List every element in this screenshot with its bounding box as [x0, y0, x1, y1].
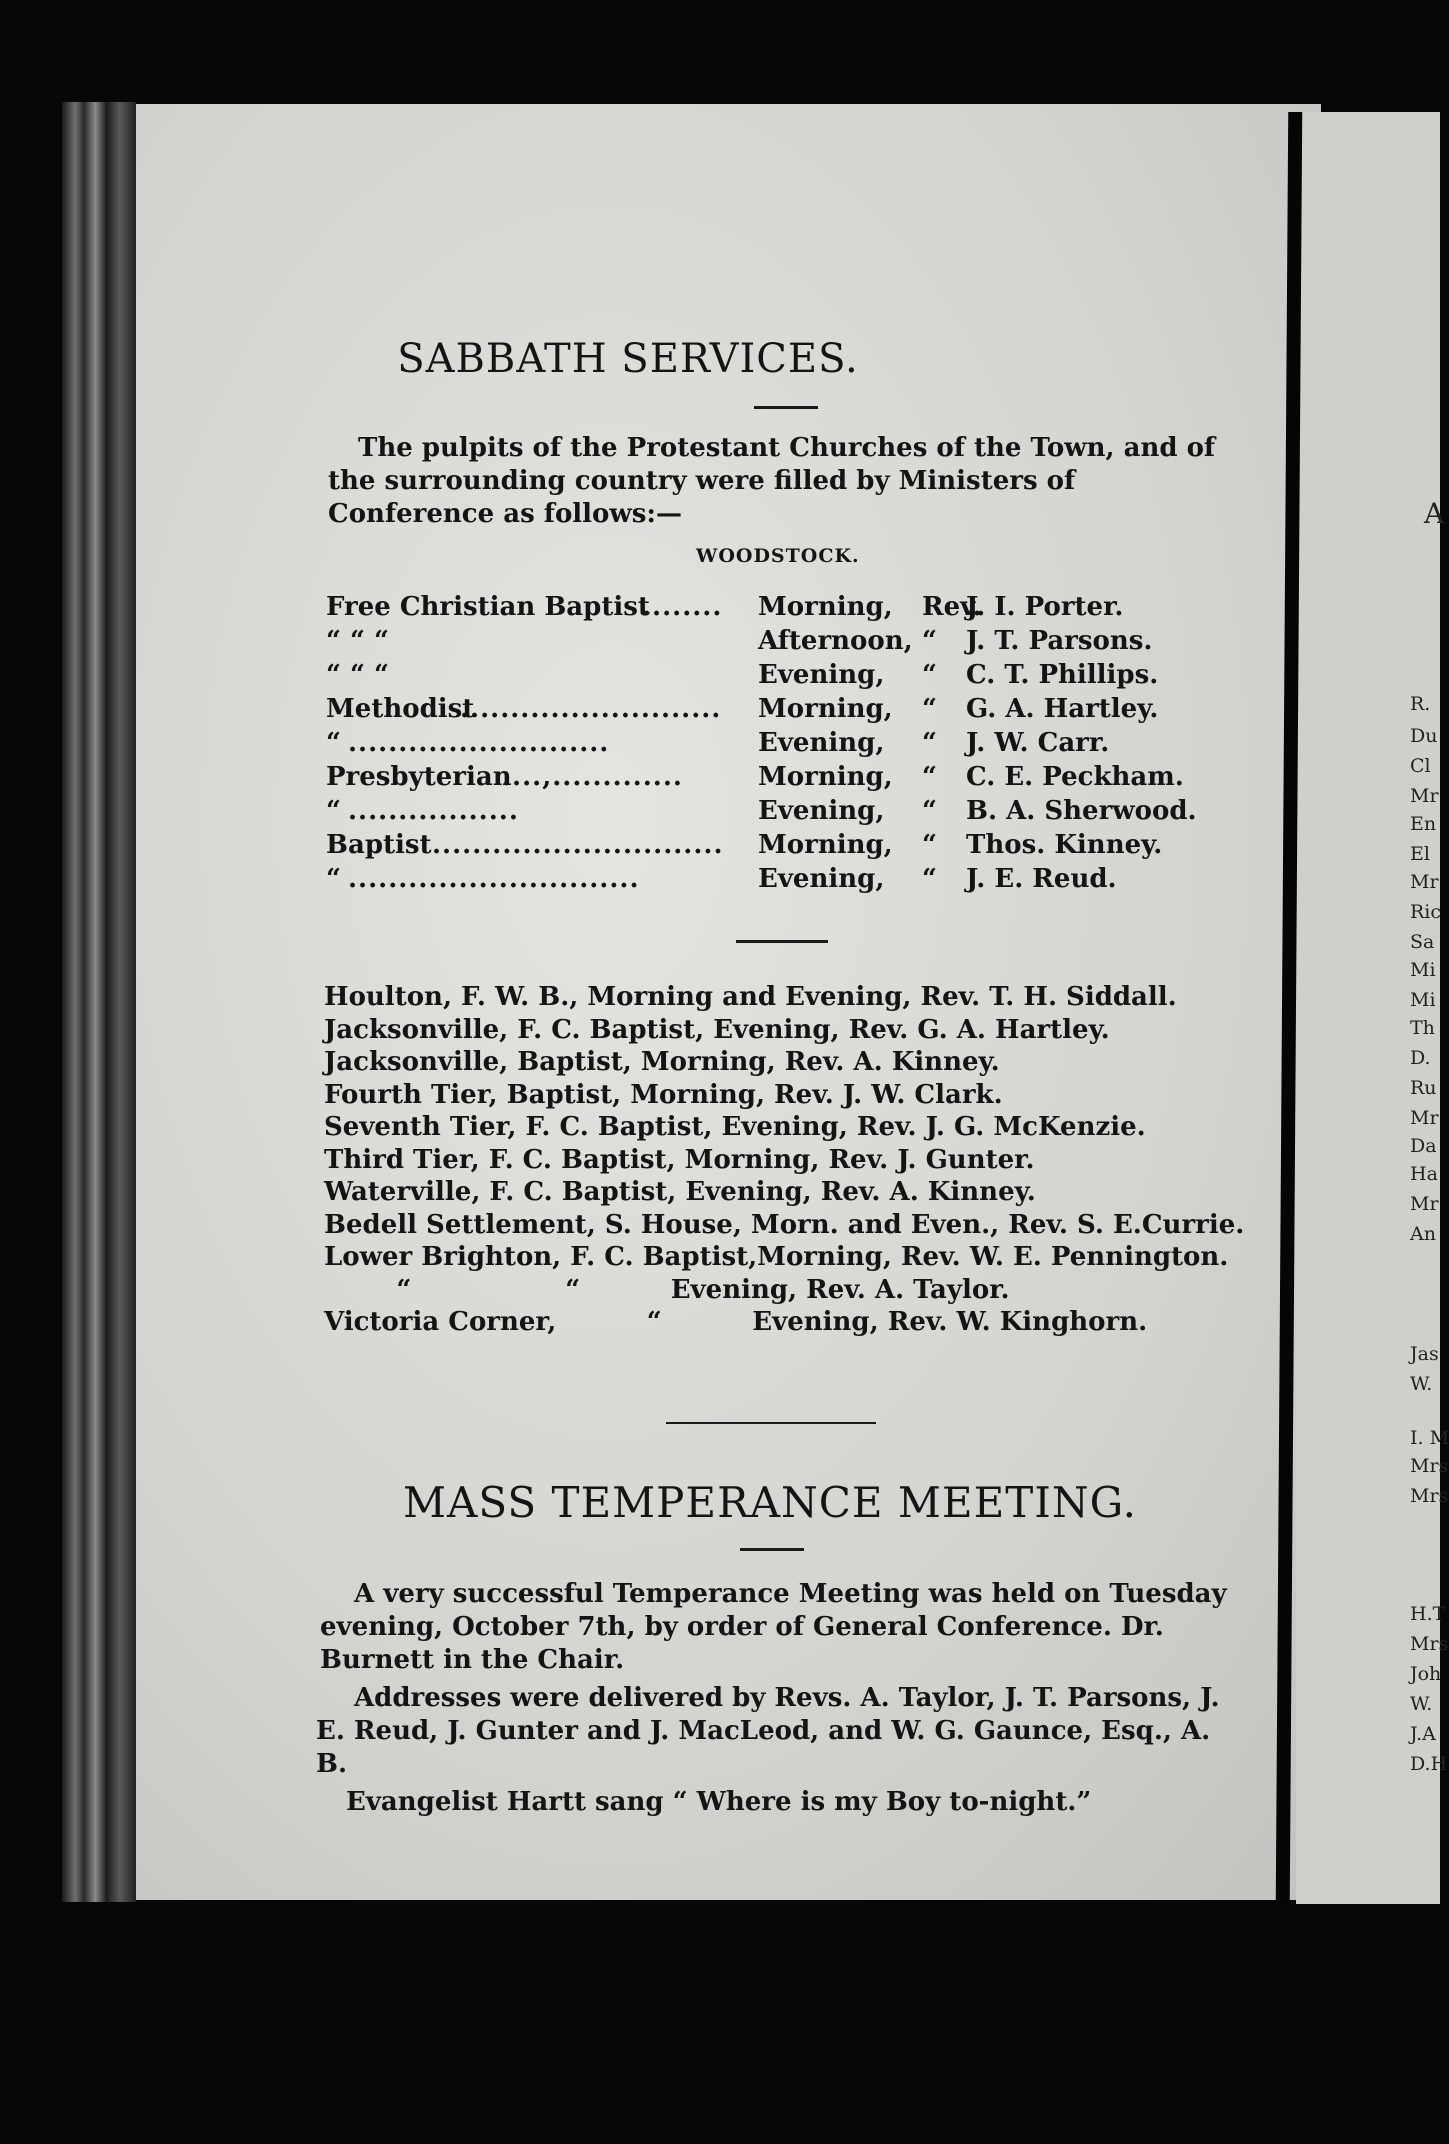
- facing-page-fragment: I. M: [1410, 1427, 1449, 1449]
- minister-name: C. E. Peckham.: [966, 762, 1184, 792]
- rev-label: “: [922, 694, 937, 724]
- sabbath-services-title: SABBATH SERVICES.: [397, 336, 859, 382]
- service-row: [326, 794, 1226, 828]
- facing-page-fragment: Joh: [1410, 1663, 1442, 1685]
- rev-label: “: [922, 728, 937, 758]
- church-name: Presbyterian: [326, 762, 512, 792]
- facing-page-fragment: Mr: [1410, 1193, 1439, 1215]
- minister-name: Thos. Kinney.: [966, 830, 1163, 860]
- rev-label: “: [922, 830, 937, 860]
- service-time: Evening,: [758, 660, 885, 690]
- divider-rule: [666, 1422, 876, 1424]
- service-time: Evening,: [758, 864, 885, 894]
- leader-dots: ....,.............: [502, 762, 683, 792]
- minister-name: G. A. Hartley.: [966, 694, 1159, 724]
- title-rule: [754, 406, 818, 409]
- church-name: Free Christian Baptist: [326, 592, 650, 622]
- service-row: [326, 692, 1226, 726]
- temperance-title: MASS TEMPERANCE MEETING.: [402, 1478, 1138, 1527]
- facing-page-fragment: Du: [1410, 725, 1438, 747]
- minister-name: J. E. Reud.: [966, 864, 1117, 894]
- service-row: [326, 726, 1226, 760]
- facing-page-fragment: En: [1410, 813, 1437, 835]
- facing-page-fragment: A: [1424, 497, 1445, 530]
- facing-page-fragment: El: [1410, 843, 1430, 865]
- leader-dots: .............................: [432, 830, 724, 860]
- rev-label: Rev.: [922, 592, 982, 622]
- service-line: Jacksonville, Baptist, Morning, Rev. A. Kinney.: [324, 1047, 1000, 1077]
- service-time: Afternoon,: [758, 626, 913, 656]
- temperance-p1: A very successful Temperance Meeting was held on Tuesday evening, October 7th, by order of General Conference. Dr. Burnett in the Chair.: [320, 1579, 1227, 1675]
- service-time: Evening,: [758, 728, 885, 758]
- facing-page-fragment: Th: [1410, 1017, 1435, 1039]
- facing-page-fragment: H.T: [1410, 1603, 1446, 1625]
- facing-page-fragment: Mrs: [1410, 1633, 1449, 1655]
- woodstock-heading: WOODSTOCK.: [696, 545, 860, 567]
- service-line: Bedell Settlement, S. House, Morn. and Even., Rev. S. E.Currie.: [324, 1209, 1245, 1240]
- service-line: Third Tier, F. C. Baptist, Morning, Rev. J. Gunter.: [324, 1144, 1035, 1175]
- church-name: Methodist: [326, 694, 475, 724]
- leader-dots: .................: [348, 796, 519, 826]
- facing-page-fragment: W.: [1410, 1693, 1433, 1715]
- facing-page-fragment: Mr: [1410, 1107, 1439, 1129]
- church-name: “ “ “: [326, 660, 389, 690]
- facing-page-fragment: Da: [1410, 1135, 1437, 1157]
- leader-dots: ..........................: [348, 728, 610, 758]
- facing-page-fragment: Mr: [1410, 785, 1439, 807]
- leader-dots: ..........................: [460, 694, 722, 724]
- service-row: [326, 862, 1226, 896]
- facing-page-fragment: Ha: [1410, 1163, 1438, 1185]
- church-name: “: [326, 796, 341, 826]
- service-time: Morning,: [758, 830, 893, 860]
- service-line: Seventh Tier, F. C. Baptist, Evening, Rev. J. G. McKenzie.: [324, 1112, 1146, 1142]
- church-name: “ “ “: [326, 626, 389, 656]
- service-time: Morning,: [758, 694, 893, 724]
- facing-page-fragment: D.H: [1410, 1753, 1448, 1775]
- service-line: “ “ Evening, Rev. A. Taylor.: [324, 1274, 1010, 1305]
- minister-name: C. T. Phillips.: [966, 660, 1159, 690]
- service-line: Fourth Tier, Baptist, Morning, Rev. J. W. Clark.: [324, 1079, 1003, 1110]
- facing-page-fragment: An: [1410, 1223, 1436, 1245]
- intro-paragraph: The pulpits of the Protestant Churches of the Town, and of the surrounding country were filled by Ministers of Conference as follows:—: [328, 433, 1216, 529]
- temperance-rule: [740, 1548, 804, 1551]
- facing-page-fragment: D.: [1410, 1047, 1431, 1069]
- minister-name: J. W. Carr.: [966, 728, 1110, 758]
- service-line: Waterville, F. C. Baptist, Evening, Rev. A. Kinney.: [324, 1177, 1036, 1207]
- service-time: Morning,: [758, 592, 893, 622]
- rev-label: “: [922, 762, 937, 792]
- service-row: [326, 658, 1226, 692]
- service-line: Victoria Corner, “ Evening, Rev. W. Kinghorn.: [324, 1307, 1148, 1337]
- service-row: [326, 590, 1226, 624]
- service-row: [326, 828, 1226, 862]
- facing-page-fragment: Mrs: [1410, 1455, 1449, 1477]
- temperance-p2: Addresses were delivered by Revs. A. Taylor, J. T. Parsons, J. E. Reud, J. Gunter and J. MacLeod, and W. G. Gaunce, Esq., A. B.: [316, 1683, 1220, 1779]
- minister-name: J. T. Parsons.: [966, 626, 1153, 656]
- facing-page-fragment: Jas: [1410, 1343, 1439, 1365]
- facing-page-fragment: Ru: [1410, 1077, 1437, 1099]
- church-name: “: [326, 728, 341, 758]
- facing-page-fragment: Mi: [1410, 959, 1436, 981]
- facing-page-fragment: Mrs: [1410, 1485, 1449, 1507]
- facing-page-fragment: W.: [1410, 1373, 1433, 1395]
- facing-page-fragment: Ric: [1410, 901, 1442, 923]
- section-rule: [736, 940, 828, 943]
- facing-page-fragment: Mi: [1410, 989, 1436, 1011]
- facing-page-fragment: Cl: [1410, 755, 1431, 777]
- facing-page-fragment: R.: [1410, 693, 1431, 715]
- temperance-p3: Evangelist Hartt sang “ Where is my Boy to-night.”: [346, 1787, 1092, 1817]
- facing-page-fragment: Sa: [1410, 931, 1435, 953]
- minister-name: J. I. Porter.: [966, 592, 1124, 622]
- church-name: Baptist: [326, 830, 432, 860]
- service-line: Jacksonville, F. C. Baptist, Evening, Rev. G. A. Hartley.: [324, 1014, 1110, 1045]
- service-row: [326, 624, 1226, 658]
- leader-dots: ........: [642, 592, 723, 622]
- facing-page-fragment: Mr: [1410, 871, 1439, 893]
- service-time: Morning,: [758, 762, 893, 792]
- rev-label: “: [922, 660, 937, 690]
- church-name: “: [326, 864, 341, 894]
- service-line: Houlton, F. W. B., Morning and Evening, Rev. T. H. Siddall.: [324, 982, 1177, 1012]
- rev-label: “: [922, 796, 937, 826]
- service-row: [326, 760, 1226, 794]
- service-time: Evening,: [758, 796, 885, 826]
- leader-dots: .............................: [348, 864, 640, 894]
- rev-label: “: [922, 864, 937, 894]
- minister-name: B. A. Sherwood.: [966, 796, 1197, 826]
- rev-label: “: [922, 626, 937, 656]
- facing-page-fragment: J.A: [1410, 1723, 1436, 1745]
- service-line: Lower Brighton, F. C. Baptist,Morning, Rev. W. E. Pennington.: [324, 1242, 1229, 1272]
